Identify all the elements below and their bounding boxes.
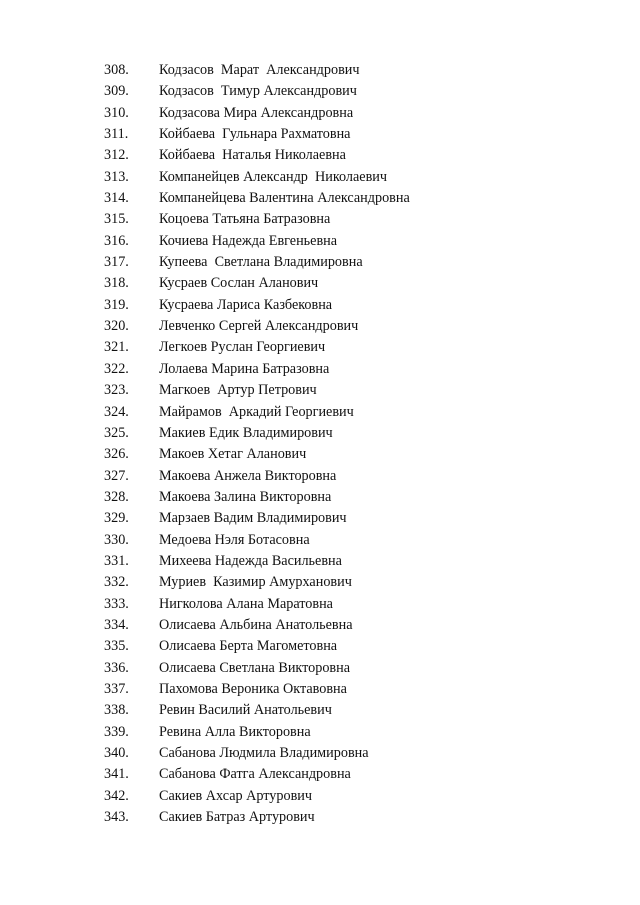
list-item-name: Майрамов Аркадий Георгиевич (159, 403, 354, 420)
list-item-name: Михеева Надежда Васильевна (159, 552, 342, 569)
list-item-name: Сабанова Фатга Александровна (159, 766, 351, 783)
list-item (104, 468, 604, 489)
list-item-name: Компанейцева Валентина Александровна (159, 190, 410, 207)
list-item (104, 745, 604, 766)
list-item-name: Ревина Алла Викторовна (159, 723, 311, 740)
list-item-number: 324. (104, 403, 129, 420)
list-item-number: 320. (104, 318, 129, 335)
list-item-number: 311. (104, 126, 129, 143)
list-item-name: Сабанова Людмила Владимировна (159, 745, 369, 761)
list-item-name: Олисаева Берта Магометовна (159, 638, 338, 655)
list-item-name: Нигколова Алана Маратовна (159, 595, 333, 612)
list-item (104, 681, 604, 702)
list-item-name: Кодзасова Мира Александровна (159, 104, 354, 121)
list-item (104, 297, 604, 318)
list-item-name: Ревин Василий Анатольевич (159, 702, 332, 719)
list-item-name: Лолаева Марина Батразовна (159, 360, 330, 377)
list-item (104, 788, 604, 809)
list-item (104, 510, 604, 531)
list-item-name: Кодзасов Тимур Александрович (159, 83, 357, 100)
list-item-number: 327. (104, 467, 129, 484)
list-item-number: 338. (104, 702, 129, 719)
list-item-name: Кодзасов Марат Александрович (159, 62, 360, 78)
list-item (104, 660, 604, 681)
list-item-number: 332. (104, 574, 129, 591)
list-item (104, 382, 604, 403)
list-item-name: Марзаев Вадим Владимирович (159, 510, 347, 527)
list-item-name: Кусраев Сослан Аланович (159, 275, 319, 292)
list-item-name: Кусраева Лариса Казбековна (159, 296, 333, 313)
list-item (104, 211, 604, 232)
list-item-number: 326. (104, 446, 129, 463)
list-item (104, 62, 604, 83)
list-item (104, 169, 604, 190)
list-item (104, 617, 604, 638)
list-item-name: Олисаева Альбина Анатольевна (159, 616, 353, 633)
list-item-number: 323. (104, 382, 129, 399)
list-item-number: 308. (104, 62, 129, 78)
list-item-name: Макиев Едик Владимирович (159, 424, 333, 441)
list-item (104, 638, 604, 659)
list-item-number: 314. (104, 190, 129, 207)
list-item-number: 313. (104, 168, 129, 185)
list-item-number: 334. (104, 616, 129, 633)
list-item-number: 316. (104, 232, 129, 249)
list-item (104, 702, 604, 723)
list-item-name: Муриев Казимир Амурханович (159, 574, 352, 591)
list-item-number: 322. (104, 360, 129, 377)
list-item-name: Легкоев Руслан Георгиевич (159, 339, 326, 356)
list-item-name: Сакиев Ахсар Артурович (159, 787, 312, 804)
list-item-number: 328. (104, 488, 129, 505)
list-item (104, 361, 604, 382)
list-item (104, 233, 604, 254)
list-item-name: Олисаева Светлана Викторовна (159, 659, 351, 676)
list-item (104, 318, 604, 339)
list-item (104, 766, 604, 787)
list-item-name: Койбаева Гульнара Рахматовна (159, 126, 351, 143)
list-item-number: 341. (104, 766, 129, 783)
list-item-number: 315. (104, 211, 129, 228)
list-item (104, 126, 604, 147)
list-item-name: Медоева Нэля Ботасовна (159, 531, 310, 548)
list-item-number: 319. (104, 296, 129, 313)
list-item-number: 331. (104, 552, 129, 569)
list-item-number: 318. (104, 275, 129, 292)
list-item-number: 321. (104, 339, 129, 356)
list-item-name: Макоева Анжела Викторовна (159, 467, 337, 484)
numbered-name-list (104, 62, 604, 830)
list-item (104, 404, 604, 425)
list-item-number: 340. (104, 745, 129, 761)
list-item-number: 312. (104, 147, 129, 164)
list-item (104, 574, 604, 595)
list-item (104, 425, 604, 446)
list-item-number: 310. (104, 104, 129, 121)
list-item-name: Магкоев Артур Петрович (159, 382, 317, 399)
list-item (104, 147, 604, 168)
list-item-number: 330. (104, 531, 129, 548)
list-item-number: 339. (104, 723, 129, 740)
list-item-number: 325. (104, 424, 129, 441)
list-item-name: Купеева Светлана Владимировна (159, 254, 363, 271)
list-item (104, 596, 604, 617)
list-item (104, 254, 604, 275)
list-item (104, 275, 604, 296)
list-item-number: 329. (104, 510, 129, 527)
list-item (104, 809, 604, 830)
list-item-number: 317. (104, 254, 129, 271)
list-item (104, 339, 604, 360)
list-item (104, 553, 604, 574)
list-item (104, 532, 604, 553)
list-item (104, 105, 604, 126)
list-item-name: Левченко Сергей Александрович (159, 318, 359, 335)
list-item-number: 343. (104, 809, 129, 826)
list-item-number: 337. (104, 680, 129, 697)
list-item-number: 309. (104, 83, 129, 100)
list-item-name: Макоев Хетаг Аланович (159, 446, 307, 463)
list-item-name: Коцоева Татьяна Батразовна (159, 211, 331, 228)
list-item (104, 724, 604, 745)
list-item-number: 342. (104, 787, 129, 804)
list-item (104, 446, 604, 467)
list-item-name: Пахомова Вероника Октавовна (159, 680, 347, 697)
list-item (104, 489, 604, 510)
list-item (104, 190, 604, 211)
list-item-name: Сакиев Батраз Артурович (159, 809, 315, 826)
list-item-name: Макоева Залина Викторовна (159, 488, 332, 505)
list-item-name: Койбаева Наталья Николаевна (159, 147, 346, 164)
list-item-name: Кочиева Надежда Евгеньевна (159, 232, 338, 249)
list-item-number: 333. (104, 595, 129, 612)
list-item-name: Компанейцев Александр Николаевич (159, 168, 388, 185)
list-item (104, 83, 604, 104)
list-item-number: 336. (104, 659, 129, 676)
list-item-number: 335. (104, 638, 129, 655)
